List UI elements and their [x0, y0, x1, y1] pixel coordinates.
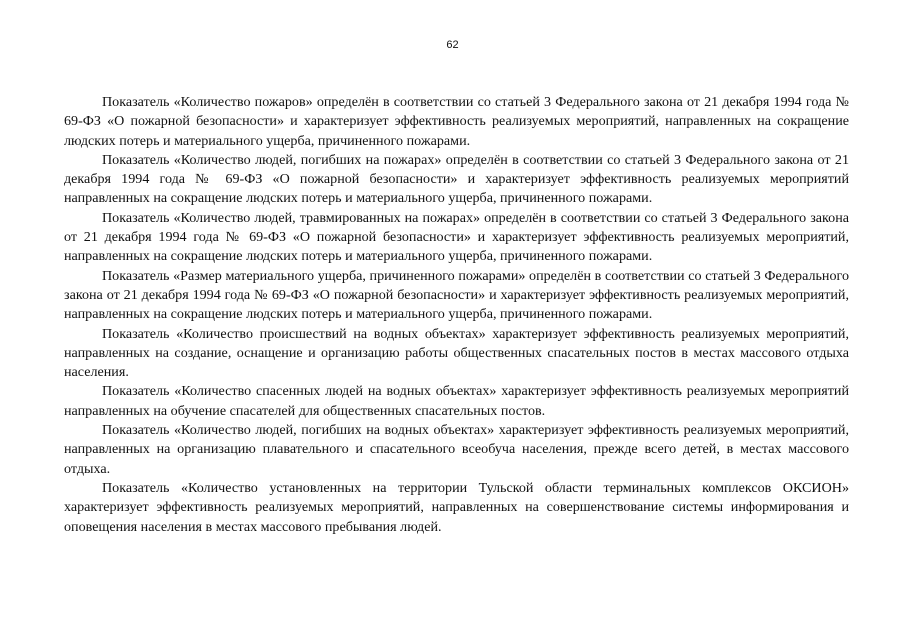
- paragraph-fire-injuries: Показатель «Количество людей, травмированных на пожарах» определён в соответствии со статьей 3 Федерального закона от 21 декабря 1994 года № 69-ФЗ «О пожарной безопасности» и характеризует эффективность реализуемых мероприятий, направленных на сокращение людских потерь и материального ущерба, причиненного пожарами.: [64, 209, 849, 265]
- paragraph-oksion-terminals: Показатель «Количество установленных на территории Тульской области терминальных комплексов ОКСИОН» характеризует эффективность реализуемых мероприятий, направленных на совершенствование системы информирования и оповещения населения в местах массового пребывания людей.: [64, 479, 849, 535]
- paragraph-fire-count: Показатель «Количество пожаров» определён в соответствии со статьей 3 Федерального закона от 21 декабря 1994 года № 69-ФЗ «О пожарной безопасности» и характеризует эффективность реализуемых мероприятий, направленных на сокращение людских потерь и материального ущерба, причиненного пожарами.: [64, 94, 849, 149]
- paragraph-water-rescued: Показатель «Количество спасенных людей на водных объектах» характеризует эффективность реализуемых мероприятий направленных на обучение спасателей для общественных спасательных постов.: [64, 383, 849, 419]
- page-number: 62: [446, 39, 459, 51]
- paragraph-water-incidents: Показатель «Количество происшествий на водных объектах» характеризует эффективность реализуемых мероприятий, направленных на создание, оснащение и организацию работы общественных спасательных постов в местах массового отдыха населения.: [64, 325, 849, 381]
- document-body: [64, 93, 849, 537]
- paragraph-fire-deaths: Показатель «Количество людей, погибших на пожарах» определён в соответствии со статьей 3 Федерального закона от 21 декабря 1994 года № 69-ФЗ «О пожарной безопасности» и характеризует эффективность реализуемых мероприятий направленных на сокращение людских потерь и материального ущерба, причиненного пожарами.: [64, 151, 849, 207]
- paragraph-fire-damage: Показатель «Размер материального ущерба, причиненного пожарами» определён в соответствии со статьей 3 Федерального закона от 21 декабря 1994 года № 69-ФЗ «О пожарной безопасности» и характеризует эффективность реализуемых мероприятий, направленных на сокращение людских потерь и материального ущерба, причиненного пожарами.: [64, 267, 849, 323]
- paragraph-water-deaths: Показатель «Количество людей, погибших на водных объектах» характеризует эффективность реализуемых мероприятий, направленных на организацию плавательного и спасательного всеобуча населения, прежде всего детей, в местах массового отдыха.: [64, 422, 849, 477]
